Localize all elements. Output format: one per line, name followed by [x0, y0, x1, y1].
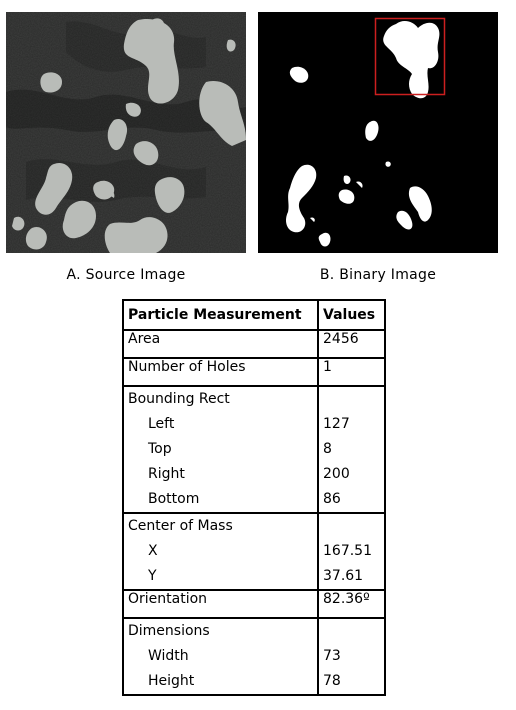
binary-image-graphic — [258, 12, 498, 253]
left-label: Left — [148, 416, 175, 432]
x-label: X — [148, 543, 158, 559]
height-value: 78 — [323, 673, 341, 689]
center-of-mass-label: Center of Mass — [128, 518, 233, 534]
table-header-row — [123, 300, 385, 330]
right-label: Right — [148, 466, 185, 482]
center-of-mass-spacer — [323, 514, 380, 539]
table-row-bounding-rect — [123, 386, 385, 513]
bottom-label: Bottom — [148, 491, 200, 507]
dimensions-label: Dimensions — [128, 623, 210, 639]
bounding-rect-label: Bounding Rect — [128, 391, 230, 407]
table-row-orientation — [123, 590, 385, 618]
height-label: Height — [148, 673, 195, 689]
center-of-mass-values — [318, 513, 385, 590]
bounding-rect-spacer — [323, 387, 380, 412]
dimensions-values — [318, 618, 385, 695]
orientation-label: Orientation — [123, 590, 318, 618]
dimensions-spacer — [323, 619, 380, 644]
area-label: Area — [123, 330, 318, 358]
particle-measurement-table — [122, 299, 386, 696]
header-particle-measurement: Particle Measurement — [123, 300, 318, 330]
source-image-graphic — [6, 12, 246, 253]
binary-image — [258, 12, 498, 253]
bottom-value: 86 — [323, 491, 341, 507]
center-of-mass-labels — [123, 513, 318, 590]
header-values: Values — [318, 300, 385, 330]
bounding-rect-labels — [123, 386, 318, 513]
y-label: Y — [148, 568, 157, 584]
right-value: 200 — [323, 466, 350, 482]
holes-value: 1 — [318, 358, 385, 386]
dimensions-labels — [123, 618, 318, 695]
holes-label: Number of Holes — [123, 358, 318, 386]
orientation-value: 82.36º — [318, 590, 385, 618]
table-row-center-of-mass — [123, 513, 385, 590]
bounding-rect-values — [318, 386, 385, 513]
top-label: Top — [148, 441, 172, 457]
area-value: 2456 — [318, 330, 385, 358]
y-value: 37.61 — [323, 568, 364, 584]
binary-image-caption: B. Binary Image — [319, 267, 437, 283]
x-value: 167.51 — [323, 543, 372, 559]
left-value: 127 — [323, 416, 350, 432]
width-value: 73 — [323, 648, 341, 664]
top-value: 8 — [323, 441, 332, 457]
table-row-dimensions — [123, 618, 385, 695]
width-label: Width — [148, 648, 189, 664]
table-row-area — [123, 330, 385, 358]
source-image-caption: A. Source Image — [66, 267, 186, 283]
source-image — [6, 12, 246, 253]
table-row-holes — [123, 358, 385, 386]
